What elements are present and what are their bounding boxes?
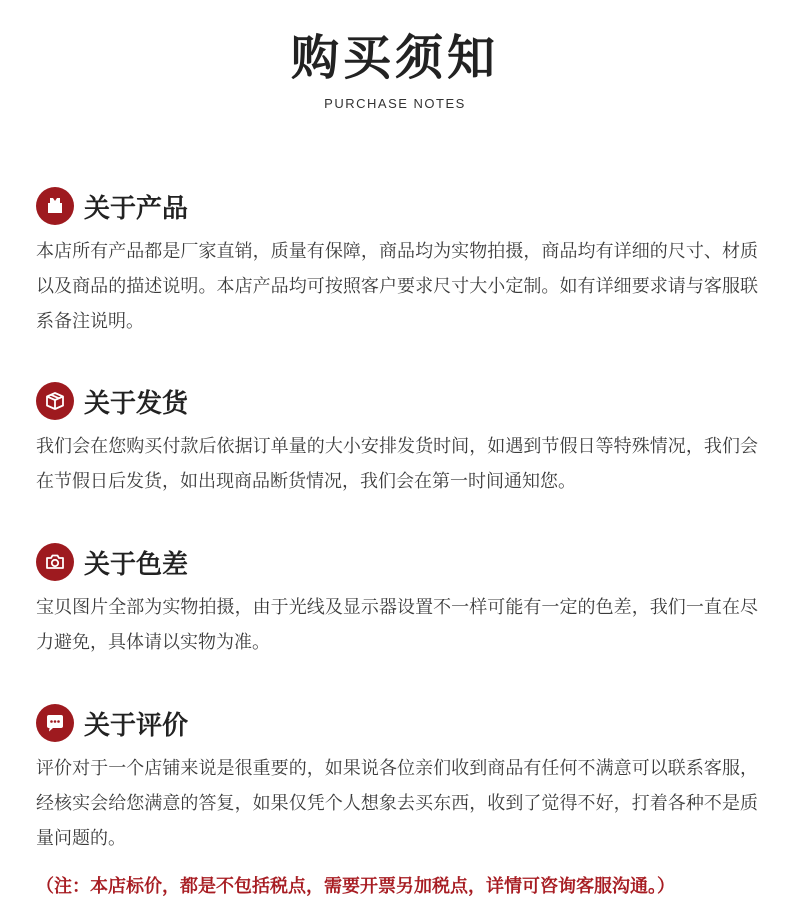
section-body: 评价对于一个店铺来说是很重要的，如果说各位亲们收到商品有任何不满意可以联系客服，经核实会给您满意的答复，如果仅凭个人想象去买东西，收到了觉得不好，打着各种不是质量问题的。 — [36, 758, 758, 849]
chat-bubble-icon — [36, 704, 74, 742]
tax-note: （注：本店标价，都是不包括税点，需要开票另加税点，详情可咨询客服沟通。） — [36, 876, 675, 897]
section-body: 我们会在您购买付款后依据订单量的大小安排发货时间，如遇到节假日等特殊情况，我们会在节假日后发货，如出现商品断货情况，我们会在第一时间通知您。 — [36, 436, 758, 492]
page-header — [0, 0, 790, 111]
page-title: 购买须知 — [290, 30, 499, 86]
section-title: 关于产品 — [84, 193, 189, 224]
section-title: 关于发货 — [84, 388, 189, 419]
section-body: 本店所有产品都是厂家直销，质量有保障，商品均为实物拍摄，商品均有详细的尺寸、材质以及商品的描述说明。本店产品均可按照客户要求尺寸大小定制。如有详细要求请与客服联系备注说明。 — [36, 241, 758, 332]
section-header — [36, 186, 758, 226]
section-body: 宝贝图片全部为实物拍摄，由于光线及显示器设置不一样可能有一定的色差，我们一直在尽力避免，具体请以实物为准。 — [36, 597, 758, 653]
section-title: 关于色差 — [84, 549, 189, 580]
section-header — [36, 542, 758, 582]
section-reviews — [36, 703, 758, 856]
section-color-difference — [36, 542, 758, 660]
package-icon — [36, 382, 74, 420]
camera-icon — [36, 543, 74, 581]
section-product — [36, 186, 758, 339]
page-subtitle: PURCHASE NOTES — [324, 96, 466, 111]
section-title: 关于评价 — [84, 710, 189, 741]
section-header — [36, 703, 758, 743]
product-box-icon — [36, 187, 74, 225]
section-shipping — [36, 381, 758, 499]
section-header — [36, 381, 758, 421]
